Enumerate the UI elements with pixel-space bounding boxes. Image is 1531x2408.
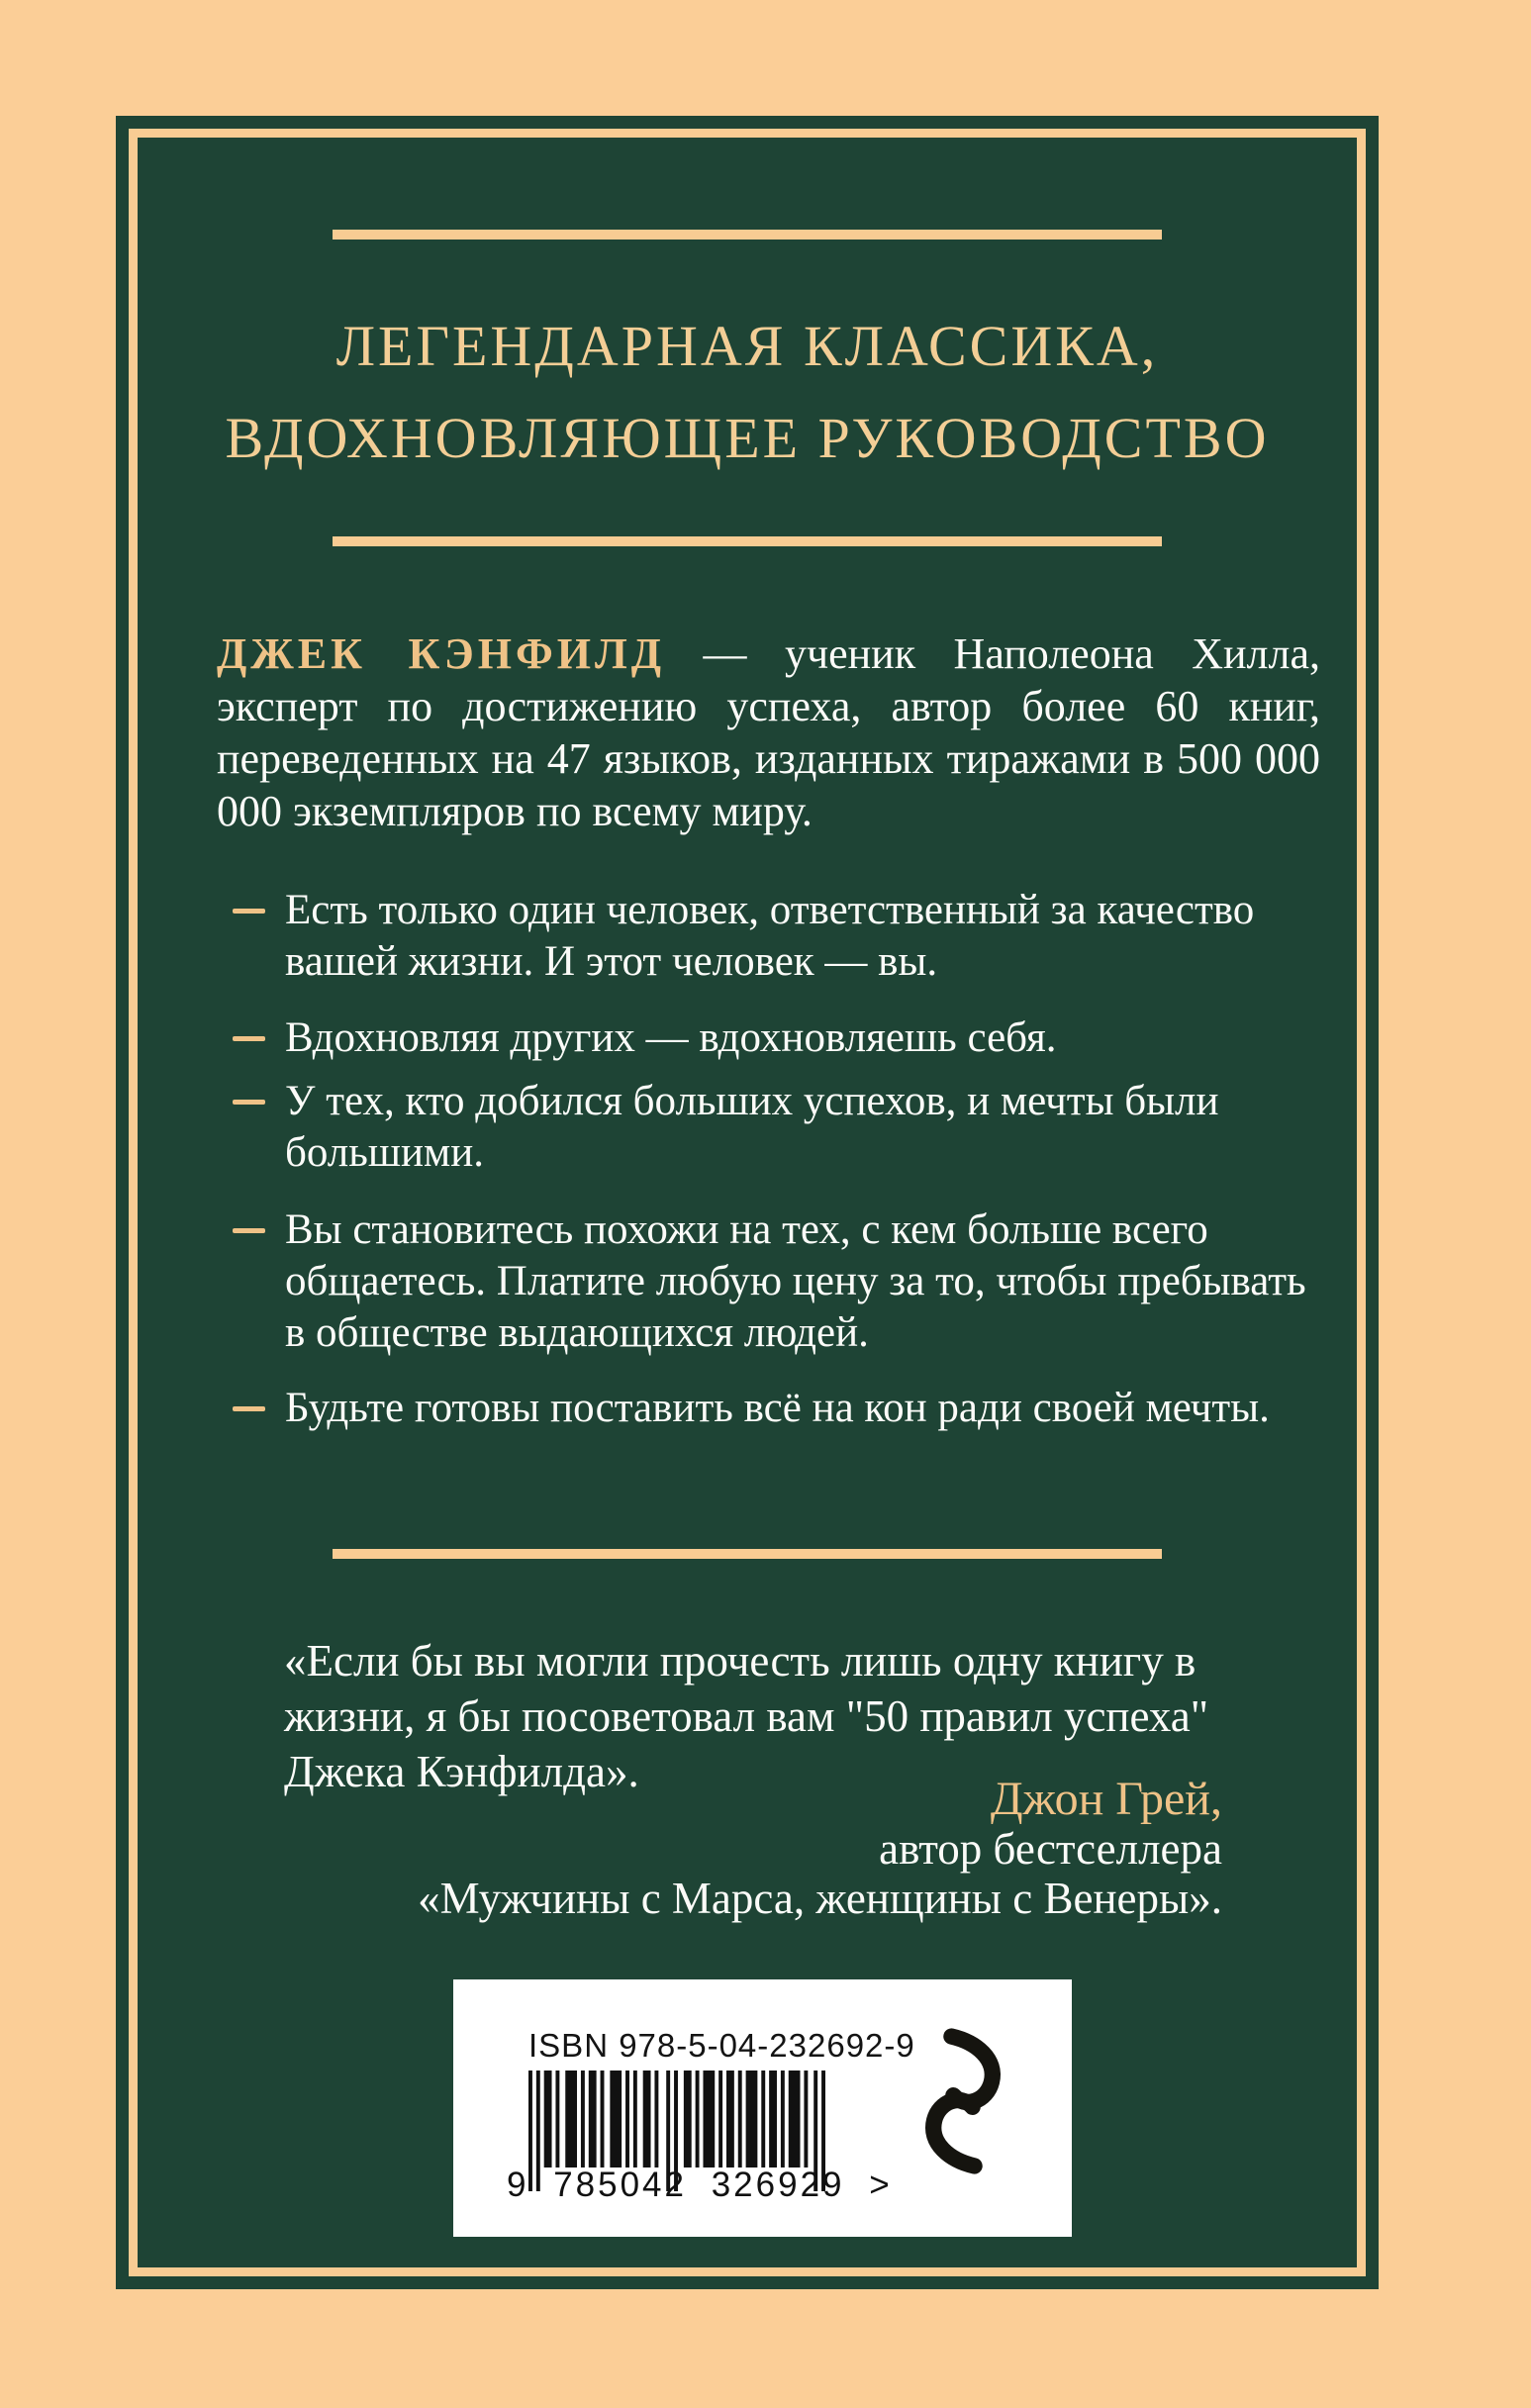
list-item bbox=[233, 885, 1321, 988]
barcode-digits: 9 785042 326929 > bbox=[507, 2166, 893, 2204]
attribution-name: Джон Грей, bbox=[990, 1773, 1222, 1825]
green-panel bbox=[116, 116, 1379, 2289]
dash-bullet-icon bbox=[233, 1036, 265, 1041]
dash-bullet-icon bbox=[233, 1406, 265, 1411]
title-line-2: ВДОХНОВЛЯЮЩЕЕ РУКОВОДСТВО bbox=[225, 406, 1270, 470]
list-item bbox=[233, 1383, 1321, 1434]
list-item bbox=[233, 1204, 1321, 1359]
list-item bbox=[233, 1012, 1321, 1064]
eksmo-publisher-logo-icon bbox=[914, 2025, 1011, 2177]
dash-bullet-icon bbox=[233, 1228, 265, 1233]
list-item-text: Есть только один человек, ответственный за качество вашей жизни. И этот человек — вы. bbox=[285, 887, 1255, 985]
list-item bbox=[233, 1076, 1321, 1179]
author-intro-paragraph bbox=[217, 627, 1320, 837]
list-item-text: Вы становитесь похожи на тех, с кем больше всего общаетесь. Платите любую цену за то, чтобы пребывать в обществе выдающихся людей. bbox=[285, 1206, 1306, 1356]
quote-attribution bbox=[284, 1775, 1222, 1923]
isbn-number: ISBN 978-5-04-232692-9 bbox=[528, 2027, 915, 2064]
divider-rule-bottom bbox=[333, 1549, 1162, 1559]
author-intro-text: — ученик Наполеона Хилла, эксперт по достижению успеха, автор более 60 книг, переведенных на 47 языков, изданных тиражами в 500 000 000 экземпляров по всему миру. bbox=[217, 629, 1321, 835]
title-line-1: ЛЕГЕНДАРНАЯ КЛАССИКА, bbox=[335, 314, 1159, 378]
dash-bullet-icon bbox=[233, 909, 265, 914]
author-name: ДЖЕК КЭНФИЛД bbox=[217, 629, 666, 678]
attribution-book: «Мужчины с Марса, женщины с Венеры». bbox=[418, 1874, 1222, 1923]
isbn-barcode-box bbox=[453, 1979, 1072, 2237]
list-item-text: Будьте готовы поставить всё на кон ради своей мечты. bbox=[285, 1385, 1270, 1431]
divider-rule-under-title bbox=[333, 536, 1162, 546]
divider-rule-top bbox=[333, 230, 1162, 240]
attribution-role: автор бестселлера bbox=[879, 1824, 1222, 1874]
list-item-text: Вдохновляя других — вдохновляешь себя. bbox=[285, 1014, 1057, 1061]
endorsement-quote: «Если бы вы могли прочесть лишь одну книгу в жизни, я бы посоветовал вам "50 правил успеха" Джека Кэнфилда». bbox=[284, 1636, 1209, 1796]
page-title bbox=[116, 300, 1379, 484]
dash-bullet-icon bbox=[233, 1100, 265, 1105]
list-item-text: У тех, кто добился больших успехов, и мечты были большими. bbox=[285, 1078, 1219, 1176]
